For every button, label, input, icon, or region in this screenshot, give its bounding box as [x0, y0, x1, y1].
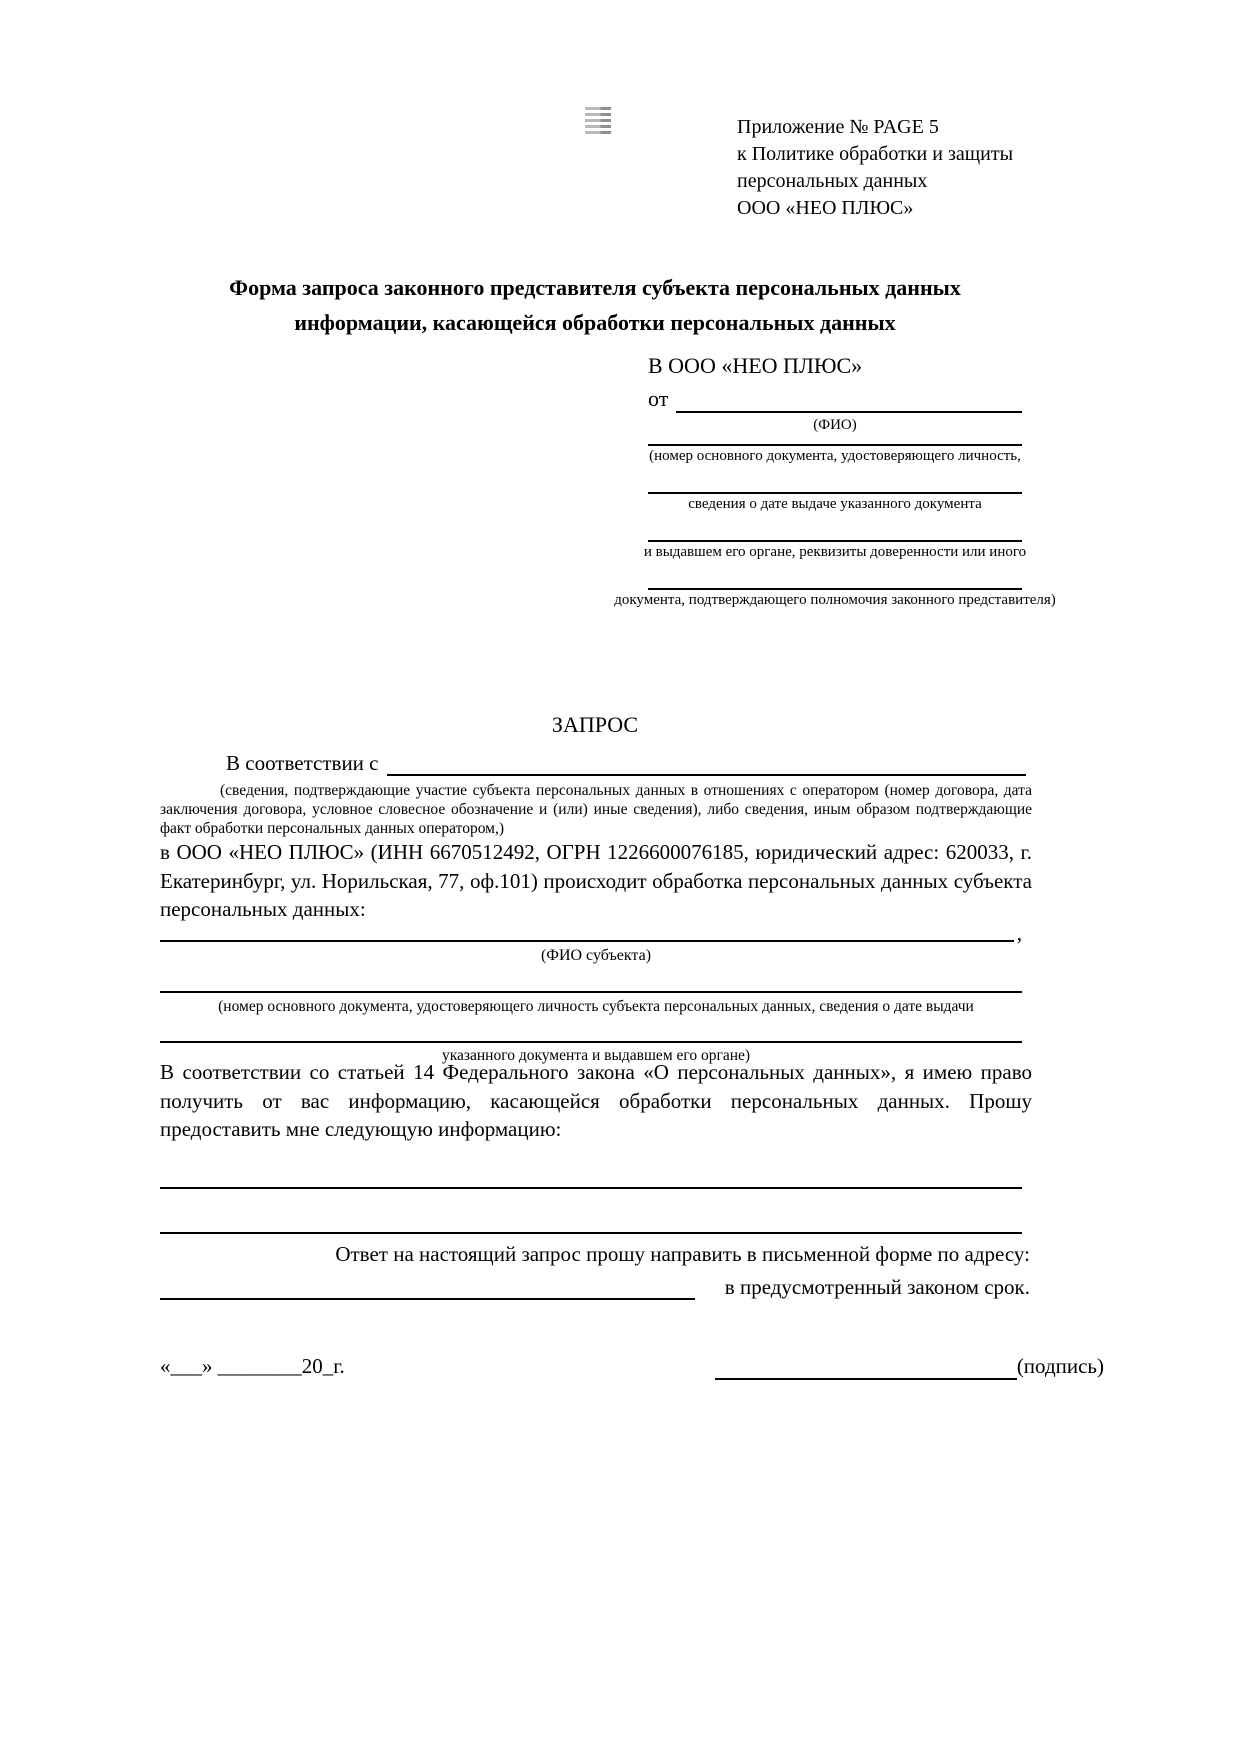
addressee-block: [614, 352, 1056, 610]
reply-tail: в предусмотренный законом срок.: [724, 1275, 1030, 1299]
addressee-from-row: [648, 384, 1022, 413]
signature-group: [715, 1352, 1104, 1380]
trailing-comma: ,: [1016, 921, 1022, 945]
signature-caption: (подпись): [1016, 1354, 1104, 1378]
reply-instruction: Ответ на настоящий запрос прошу направить в письменной форме по адресу:: [335, 1242, 1030, 1266]
signature-footer: [160, 1352, 1104, 1380]
representative-doc-fill-line-1: [648, 435, 1022, 446]
subject-doc-fill-line-2: [160, 1041, 1022, 1043]
reply-block: [160, 1240, 1030, 1300]
date-line: «___» ________20_г.: [160, 1354, 345, 1378]
operator-paragraph: в ООО «НЕО ПЛЮС» (ИНН 6670512492, ОГРН 1226600076185, юридический адрес: 620033, г. Екатеринбург, ул. Норильская, 77, оф.101) происходит обработка персональных данных субъекта персональных данных:: [160, 840, 1032, 921]
document-title-line-1: Форма запроса законного представителя субъекта персональных данных: [229, 275, 961, 300]
policy-line-2: персональных данных: [737, 170, 928, 192]
basis-fill-line: [387, 774, 1027, 776]
information-fill-line-1: [160, 1187, 1022, 1189]
appendix-number-line: Приложение № PAGE 5: [737, 116, 939, 138]
representative-name-fill-line: [676, 411, 1022, 413]
basis-fine-print: (сведения, подтверждающие участие субъекта персональных данных в отношениях с оператором (номер договора, дата заключения договора, условное словесное обозначение и (или) иные сведения), либо сведения, иным образом подтверждающие факт обработки персональных данных оператором,): [160, 782, 1032, 837]
subject-fio-caption: (ФИО субъекта): [540, 947, 652, 964]
subject-doc-caption-1: (номер основного документа, удостоверяющего личность субъекта персональных данных, сведения о дате выдачи: [218, 998, 974, 1015]
subject-doc-caption-2: указанного документа и выдавшем его органе): [441, 1047, 751, 1064]
law-paragraph: В соответствии со статьей 14 Федерального закона «О персональных данных», я имею право получить от вас информацию, касающейся обработки персональных данных. Прошу предоставить мне следующую информацию:: [160, 1060, 1032, 1141]
document-title-line-2: информации, касающейся обработки персональных данных: [294, 310, 896, 335]
from-label: от: [648, 386, 669, 411]
signature-fill-line: [715, 1354, 1017, 1380]
fio-caption: (ФИО): [813, 417, 857, 433]
representative-doc-caption-4: документа, подтверждающего полномочия законного представителя): [614, 592, 1056, 608]
policy-line-1: к Политике обработки и защиты: [737, 143, 1014, 165]
reply-address-row: [160, 1268, 1030, 1300]
subject-name-row: [160, 916, 1022, 945]
basis-label: В соответствии с: [226, 751, 379, 775]
basis-row: [160, 746, 1026, 776]
reply-address-fill-line: [160, 1298, 695, 1300]
information-fill-line-2: [160, 1232, 1022, 1234]
company-name: ООО «НЕО ПЛЮС»: [737, 197, 914, 219]
subject-name-fill-line: [160, 940, 1014, 942]
appendix-header: [737, 114, 1013, 222]
stripes-artifact-icon: [585, 107, 611, 135]
addressee-to: В ООО «НЕО ПЛЮС»: [648, 353, 863, 378]
representative-doc-fill-line-3: [648, 514, 1022, 542]
representative-doc-caption-1: (номер основного документа, удостоверяющего личность,: [649, 448, 1021, 464]
request-heading: ЗАПРОС: [551, 712, 639, 737]
representative-doc-caption-3: и выдавшем его органе, реквизиты доверенности или иного: [643, 544, 1027, 560]
representative-doc-fill-line-2: [648, 466, 1022, 494]
representative-doc-caption-2: сведения о дате выдаче указанного документа: [688, 496, 982, 512]
representative-doc-fill-line-4: [648, 562, 1022, 590]
document-title: [150, 270, 1040, 340]
subject-doc-fill-line-1: [160, 991, 1022, 993]
